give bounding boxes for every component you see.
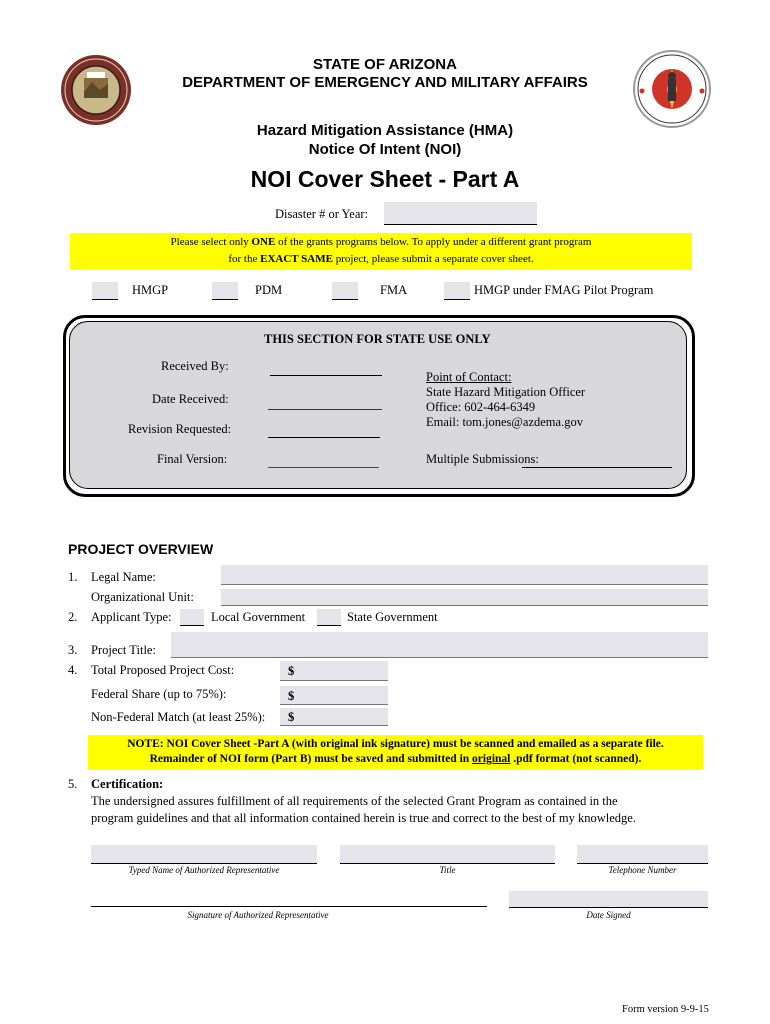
department-title: DEPARTMENT OF EMERGENCY AND MILITARY AFFAIRS: [182, 74, 588, 91]
pdm-label: PDM: [255, 283, 283, 297]
note-original-underlined: original: [472, 753, 511, 765]
federal-share-label: Federal Share (up to 75%):: [91, 687, 227, 701]
fma-label: FMA: [380, 283, 408, 297]
certification-text-1: The undersigned assures fulfillment of all requirements of the selected Grant Program as contained in the: [91, 794, 618, 808]
notice-text-3: for the: [228, 253, 261, 265]
notice-title: Notice Of Intent (NOI): [308, 141, 462, 158]
notice-text-2: of the grants programs below. To apply under a different grant program: [275, 236, 592, 248]
item-number-2: 2.: [68, 610, 78, 624]
pdm-checkbox[interactable]: [212, 282, 238, 300]
nonfederal-match-label: Non-Federal Match (at least 25%):: [91, 710, 266, 724]
state-title: STATE OF ARIZONA: [313, 56, 457, 73]
item-number-4: 4.: [68, 663, 78, 677]
note-line-2: Remainder of NOI form (Part B) must be saved and submitted in: [149, 753, 473, 765]
revision-requested-label: Revision Requested:: [128, 422, 232, 436]
poc-title: State Hazard Mitigation Officer: [426, 385, 586, 399]
total-cost-dollar: $: [288, 664, 295, 678]
nonfederal-match-field[interactable]: [280, 708, 388, 726]
signature-field[interactable]: [91, 906, 487, 907]
multiple-submissions-label: Multiple Submissions:: [426, 452, 539, 466]
title-field[interactable]: [340, 845, 555, 864]
federal-share-dollar: $: [288, 689, 295, 703]
hmgp-fmag-label: HMGP under FMAG Pilot Program: [474, 283, 654, 297]
legal-name-field[interactable]: [221, 565, 708, 585]
total-cost-field[interactable]: [280, 661, 388, 681]
notice-bold-exact: EXACT SAME: [260, 253, 333, 265]
total-cost-label: Total Proposed Project Cost:: [91, 663, 235, 677]
received-by-label: Received By:: [161, 359, 229, 373]
fma-checkbox[interactable]: [332, 282, 358, 300]
poc-email: Email: tom.jones@azdema.gov: [426, 415, 583, 429]
legal-name-label: Legal Name:: [91, 570, 156, 584]
item-number-3: 3.: [68, 643, 78, 657]
telephone-field[interactable]: [577, 845, 708, 864]
poc-heading: Point of Contact:: [426, 370, 512, 384]
notice-bold-one: ONE: [251, 236, 276, 248]
received-by-field[interactable]: [270, 375, 382, 376]
date-signed-field[interactable]: [509, 891, 708, 908]
hmgp-fmag-checkbox[interactable]: [444, 282, 470, 300]
typed-name-field[interactable]: [91, 845, 317, 864]
telephone-caption: Telephone Number: [608, 865, 677, 875]
org-unit-label: Organizational Unit:: [91, 590, 194, 604]
revision-requested-field[interactable]: [268, 437, 380, 438]
certification-text-2: program guidelines and that all information contained herein is true and correct to the best of my knowledge.: [91, 811, 636, 825]
local-government-checkbox[interactable]: [180, 609, 204, 626]
project-overview-heading: PROJECT OVERVIEW: [68, 541, 214, 557]
title-caption: Title: [439, 865, 456, 875]
project-title-label: Project Title:: [91, 643, 156, 657]
poc-office: Office: 602-464-6349: [426, 400, 536, 414]
certification-heading: Certification:: [91, 777, 164, 791]
item-number-1: 1.: [68, 570, 78, 584]
typed-name-caption: Typed Name of Authorized Representative: [128, 865, 280, 875]
program-title: Hazard Mitigation Assistance (HMA): [256, 122, 514, 139]
notice-text-4: project, please submit a separate cover sheet.: [332, 253, 534, 265]
org-unit-field[interactable]: [221, 589, 708, 606]
applicant-type-label: Applicant Type:: [91, 610, 172, 624]
project-title-field[interactable]: [171, 632, 708, 658]
disaster-field[interactable]: [384, 202, 537, 225]
hmgp-label: HMGP: [132, 283, 169, 297]
final-version-field[interactable]: [268, 467, 379, 468]
date-signed-caption: Date Signed: [586, 910, 631, 920]
page-title: NOI Cover Sheet - Part A: [250, 166, 520, 192]
federal-share-field[interactable]: [280, 686, 388, 705]
local-government-label: Local Government: [211, 610, 306, 624]
grant-notice-box: [70, 233, 692, 270]
note-line-1: NOTE: NOI Cover Sheet -Part A (with original ink signature) must be scanned and emailed as a separate file.: [127, 738, 664, 750]
disaster-label: Disaster # or Year:: [275, 207, 369, 221]
note-line-2-end: .pdf format (not scanned).: [510, 753, 642, 765]
item-number-5: 5.: [68, 777, 78, 791]
final-version-label: Final Version:: [157, 452, 228, 466]
date-received-label: Date Received:: [152, 392, 229, 406]
form-version: Form version 9-9-15: [622, 1004, 709, 1015]
multiple-submissions-field[interactable]: [522, 467, 672, 468]
hmgp-checkbox[interactable]: [92, 282, 118, 300]
state-government-label: State Government: [347, 610, 438, 624]
state-government-checkbox[interactable]: [317, 609, 341, 626]
notice-text: Please select only: [170, 236, 252, 248]
nonfederal-match-dollar: $: [288, 710, 295, 724]
date-received-field[interactable]: [268, 409, 382, 410]
state-use-title: THIS SECTION FOR STATE USE ONLY: [264, 332, 491, 346]
scan-note-box: [88, 735, 703, 770]
signature-caption: Signature of Authorized Representative: [187, 910, 329, 920]
